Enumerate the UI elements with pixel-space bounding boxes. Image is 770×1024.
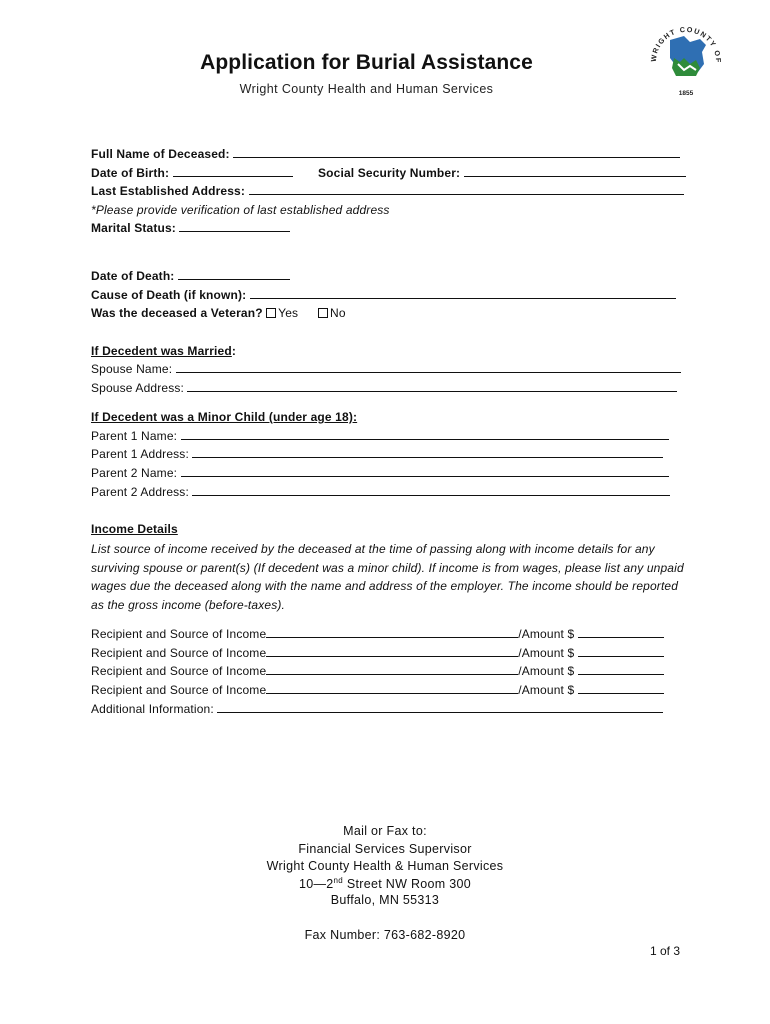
dob-field[interactable]: [91, 166, 293, 180]
mail-heading: Mail or Fax to:: [343, 824, 427, 838]
parent1-name-label: Parent 1 Name:: [91, 429, 178, 443]
spouse-name-field[interactable]: [91, 362, 681, 376]
dob-label: Date of Birth:: [91, 166, 170, 180]
address-field[interactable]: [91, 184, 684, 198]
ssn-label: Social Security Number:: [318, 166, 461, 180]
amount-label: /Amount $: [518, 683, 575, 697]
cause-field[interactable]: [91, 288, 676, 302]
dod-label: Date of Death:: [91, 269, 175, 283]
address-note: *Please provide verification of last established address: [91, 203, 390, 217]
amount-label: /Amount $: [518, 646, 575, 660]
parent1-address-blank[interactable]: [192, 447, 663, 458]
amount-blank[interactable]: [578, 664, 664, 675]
parent2-name-field[interactable]: [91, 466, 669, 480]
amount-blank[interactable]: [578, 627, 664, 638]
veteran-label: Was the deceased a Veteran?: [91, 306, 263, 320]
street-suffix: Street NW Room 300: [343, 877, 472, 892]
county-seal-logo: [640, 12, 732, 104]
amount-label: /Amount $: [518, 664, 575, 678]
spouse-address-label: Spouse Address:: [91, 381, 184, 395]
cause-blank[interactable]: [250, 288, 676, 299]
spouse-name-blank[interactable]: [176, 362, 681, 373]
spouse-address-field[interactable]: [91, 381, 677, 395]
parent2-name-blank[interactable]: [181, 466, 669, 477]
income-source-blank[interactable]: [266, 664, 518, 675]
income-source-blank[interactable]: [266, 627, 518, 638]
married-heading-colon: :: [231, 344, 236, 358]
parent2-address-blank[interactable]: [192, 485, 670, 496]
parent1-address-label: Parent 1 Address:: [91, 447, 189, 461]
address-label: Last Established Address:: [91, 184, 246, 198]
veteran-no-label: No: [330, 306, 346, 320]
marital-label: Marital Status:: [91, 221, 176, 235]
seal-year: 1855: [678, 90, 694, 97]
income-source-blank[interactable]: [266, 683, 518, 694]
additional-info-field[interactable]: [91, 702, 663, 716]
income-row[interactable]: [91, 646, 664, 660]
page-number: 1 of 3: [649, 944, 680, 958]
page-title: Application for Burial Assistance: [200, 51, 533, 74]
full-name-field[interactable]: [91, 147, 680, 161]
income-row[interactable]: [91, 627, 664, 641]
income-row-label: Recipient and Source of Income: [91, 646, 267, 660]
ssn-field[interactable]: [318, 166, 686, 180]
ssn-blank[interactable]: [464, 166, 686, 177]
cause-label: Cause of Death (if known):: [91, 288, 247, 302]
mail-line2: Wright County Health & Human Services: [266, 859, 504, 873]
dod-field[interactable]: [91, 269, 290, 283]
address-blank[interactable]: [249, 184, 684, 195]
dod-blank[interactable]: [178, 269, 290, 280]
full-name-label: Full Name of Deceased:: [91, 147, 230, 161]
mail-line1: Financial Services Supervisor: [298, 842, 472, 856]
county-seal-icon: [640, 12, 732, 104]
marital-field[interactable]: [91, 221, 290, 235]
married-heading: [91, 344, 236, 358]
mail-city: Buffalo, MN 55313: [330, 893, 440, 907]
street-prefix: 10—2: [298, 877, 334, 892]
income-row-label: Recipient and Source of Income: [91, 627, 267, 641]
additional-info-blank[interactable]: [217, 702, 663, 713]
amount-blank[interactable]: [578, 683, 664, 694]
income-heading: Income Details: [91, 522, 178, 536]
street-sup: nd: [333, 876, 344, 885]
parent2-address-field[interactable]: [91, 485, 670, 499]
amount-label: /Amount $: [518, 627, 575, 641]
income-row-label: Recipient and Source of Income: [91, 664, 267, 678]
income-row[interactable]: [91, 683, 664, 697]
minor-heading: If Decedent was a Minor Child (under age 18):: [91, 410, 358, 424]
parent1-name-blank[interactable]: [181, 429, 669, 440]
page-subtitle: Wright County Health and Human Services: [239, 82, 494, 96]
spouse-address-blank[interactable]: [187, 381, 677, 392]
veteran-no-checkbox[interactable]: [318, 308, 328, 318]
fax-number: Fax Number: 763-682-8920: [304, 928, 466, 942]
parent2-address-label: Parent 2 Address:: [91, 485, 189, 499]
additional-info-label: Additional Information:: [91, 702, 214, 716]
amount-blank[interactable]: [578, 646, 664, 657]
married-heading-text: If Decedent was Married: [91, 344, 232, 358]
parent1-name-field[interactable]: [91, 429, 669, 443]
income-source-blank[interactable]: [266, 646, 518, 657]
dob-blank[interactable]: [173, 166, 293, 177]
income-instructions: List source of income received by the deceased at the time of passing along with income details for any surviving spouse or parent(s) (If decedent was a minor child). If income is from wages, please list any unpaid wages due the deceased along with the name and address of the employer. The income should be reported as the gross income (before-taxes).: [91, 542, 684, 613]
parent1-address-field[interactable]: [91, 447, 663, 461]
parent2-name-label: Parent 2 Name:: [91, 466, 178, 480]
marital-blank[interactable]: [179, 221, 290, 232]
mail-street: [0, 876, 770, 891]
veteran-field: [91, 306, 298, 320]
income-row-label: Recipient and Source of Income: [91, 683, 267, 697]
veteran-no-option[interactable]: [318, 306, 346, 320]
seal-text: WRIGHT COUNTY OF: [648, 24, 724, 64]
income-row[interactable]: [91, 664, 664, 678]
full-name-blank[interactable]: [233, 147, 680, 158]
veteran-yes-checkbox[interactable]: [266, 308, 276, 318]
spouse-name-label: Spouse Name:: [91, 362, 173, 376]
veteran-yes-label: Yes: [278, 306, 299, 320]
